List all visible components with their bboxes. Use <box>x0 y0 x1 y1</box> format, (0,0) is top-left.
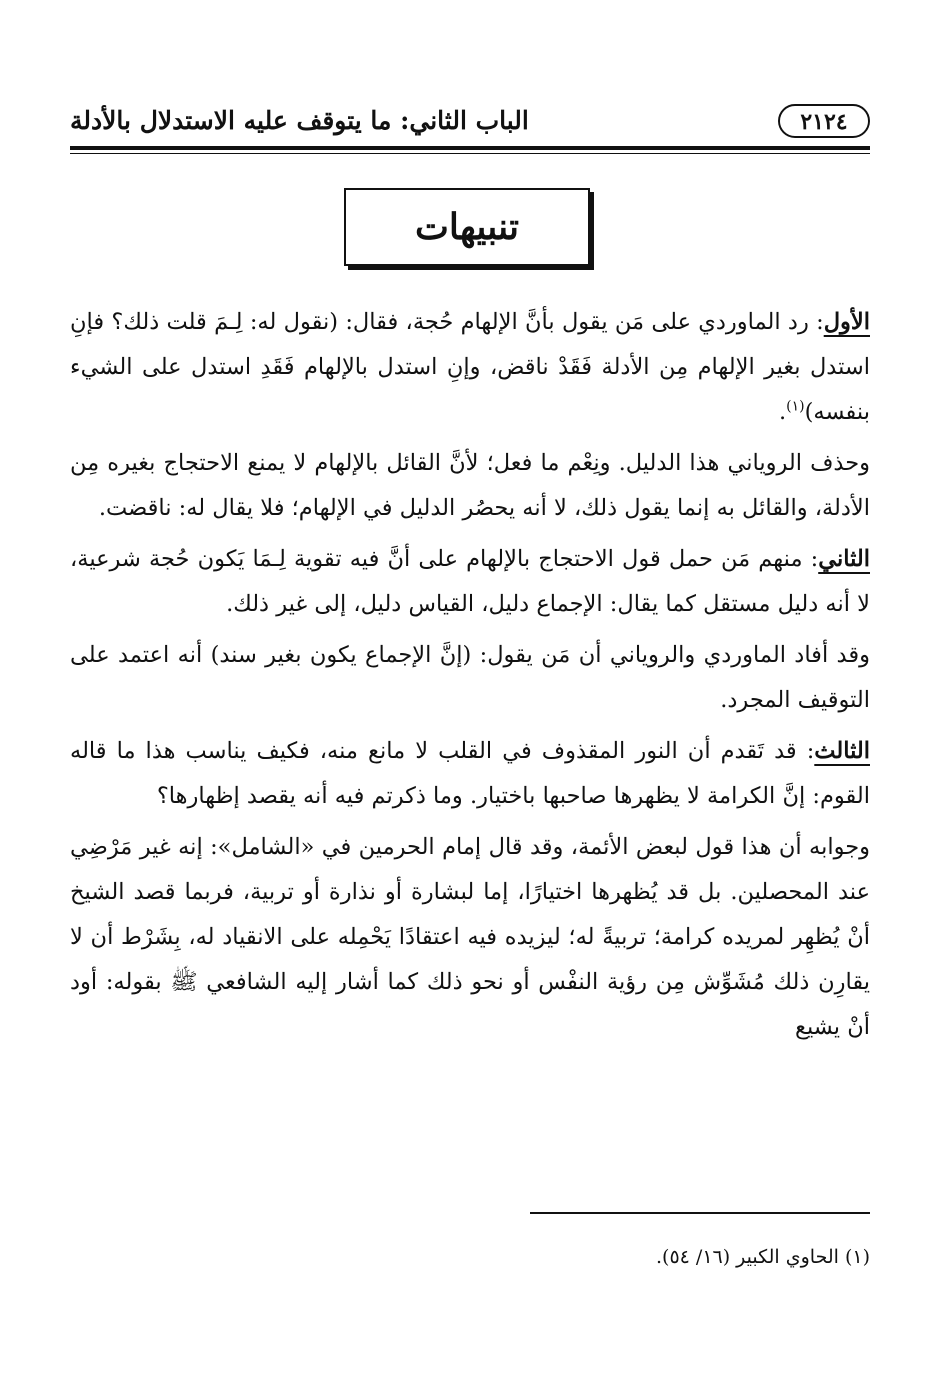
paragraph-6 <box>70 825 870 1050</box>
paragraph-2 <box>70 441 870 531</box>
paragraph-text: وجوابه أن هذا قول لبعض الأئمة، وقد قال إمام الحرمين في «الشامل»: إنه غير مَرْضِي عند المحصلين. بل قد يُظهرها اختيارًا، إما لبشارة أو نذارة أو تربية، فربما قصد الشيخ أنْ يُظهِر لمريده كرامة؛ تربيةً له؛ ليزيده فيه اعتقادًا يَحْمِله على الانقياد له، بِشَرْط أن لا يقارِن ذلك مُشَوِّش مِن رؤية النفْس أو نحو ذلك كما أشار إليه الشافعي ﷺ بقوله: أود أنْ يشيع <box>70 834 870 1040</box>
page-header <box>70 100 870 146</box>
section-title-box <box>344 188 590 266</box>
paragraph-text: : رد الماوردي على مَن يقول بأنَّ الإلهام حُجة، فقال: (نقول له: لِـمَ قلت ذلك؟ فإنِ استدل بغير الإلهام مِن الأدلة فَقَدْ ناقض، وإنِ استدل بالإلهام فَقَدِ استدل على الشيء بنفسه) <box>70 309 870 425</box>
paragraph-lead: الثاني <box>818 546 870 572</box>
footnote-separator <box>530 1212 870 1214</box>
paragraph-text: وحذف الروياني هذا الدليل. ونِعْم ما فعل؛ لأنَّ القائل بالإلهام لا يمنع الاحتجاج بغيره مِن الأدلة، والقائل به إنما يقول ذلك، لا أنه يحصُر الدليل في الإلهام؛ فلا يقال له: ناقضت. <box>70 450 870 521</box>
paragraph-text: : منهم مَن حمل قول الاحتجاج بالإلهام على أنَّ فيه تقوية لِـمَا يَكون حُجة شرعية، لا أنه دليل مستقل كما يقال: الإجماع دليل، القياس دليل، إلى غير ذلك. <box>70 546 870 617</box>
page-number: ٢١٢٤ <box>778 104 870 138</box>
paragraph-text: وقد أفاد الماوردي والروياني أن مَن يقول: (إنَّ الإجماع يكون بغير سند) أنه اعتمد على التوقيف المجرد. <box>70 642 870 713</box>
paragraph-text: : قد تَقدم أن النور المقذوف في القلب لا مانع منه، فكيف يناسب هذا ما قاله القوم: إنَّ الكرامة لا يظهرها صاحبها باختيار. وما ذكرتم فيه أنه يقصد إظهارها؟ <box>70 738 870 809</box>
header-rule-thick <box>70 146 870 150</box>
section-title: تنبيهات <box>414 206 520 248</box>
paragraph-4 <box>70 633 870 723</box>
paragraph-tail: . <box>779 399 787 425</box>
running-title: الباب الثاني: ما يتوقف عليه الاستدلال بالأدلة <box>70 106 529 135</box>
footnote-ref[interactable]: (١) <box>786 398 805 415</box>
header-rule-thin <box>70 153 870 154</box>
paragraph-5 <box>70 729 870 819</box>
paragraph-lead: الثالث <box>814 738 870 764</box>
paragraph-3 <box>70 537 870 627</box>
paragraph-lead: الأول <box>823 309 870 335</box>
paragraph-1 <box>70 300 870 435</box>
footnote: (١) الحاوي الكبير (١٦/ ٥٤). <box>655 1246 870 1268</box>
body-text <box>70 300 870 1056</box>
